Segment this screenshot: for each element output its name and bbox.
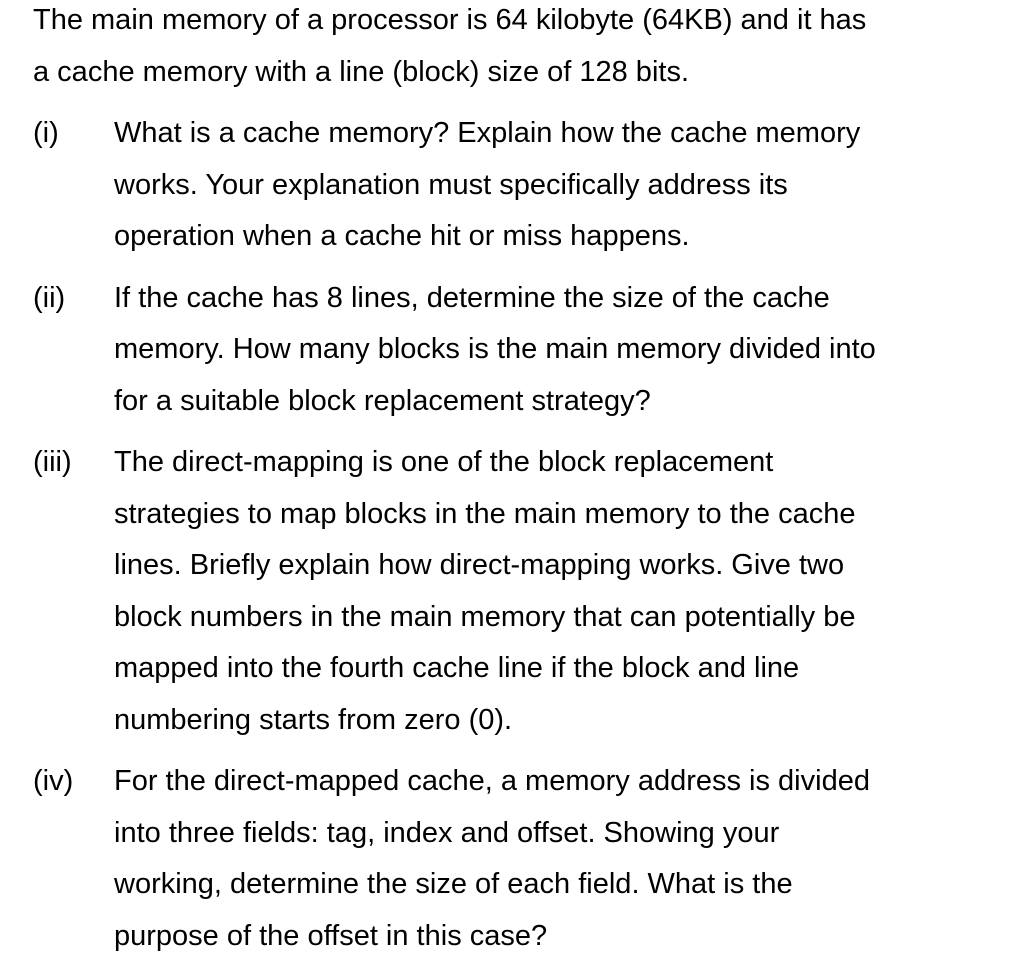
question-ii: [33, 273, 1018, 428]
question-intro: [33, 0, 1018, 98]
intro-line: a cache memory with a line (block) size of 128 bits.: [33, 55, 689, 88]
question-i: [33, 108, 1018, 263]
question-number: (iii): [33, 446, 72, 478]
question-line: purpose of the offset in this case?: [114, 919, 548, 952]
question-number: (i): [33, 117, 59, 149]
question-line: The direct-mapping is one of the block replacement: [114, 446, 774, 478]
question-line: strategies to map blocks in the main memory to the cache: [114, 497, 856, 530]
question-line: What is a cache memory? Explain how the cache memory: [114, 117, 861, 149]
question-line: numbering starts from zero (0).: [114, 703, 513, 736]
question-number: (iv): [33, 765, 74, 797]
question-line: working, determine the size of each field. What is the: [114, 868, 793, 900]
question-line: into three fields: tag, index and offset. Showing your: [114, 816, 780, 849]
question-line: block numbers in the main memory that can potentially be: [114, 600, 856, 633]
question-iv: [33, 756, 1018, 962]
question-line: for a suitable block replacement strategy?: [114, 384, 651, 417]
question-iii: [33, 437, 1018, 746]
intro-line: The main memory of a processor is 64 kilobyte (64KB) and it has: [33, 4, 867, 36]
question-line: lines. Briefly explain how direct-mapping works. Give two: [114, 549, 845, 581]
question-line: operation when a cache hit or miss happens.: [114, 220, 690, 252]
question-line: For the direct-mapped cache, a memory address is divided: [114, 765, 870, 797]
question-line: memory. How many blocks is the main memory divided into: [114, 333, 876, 365]
question-line: works. Your explanation must specifically address its: [114, 168, 788, 201]
question-line: mapped into the fourth cache line if the block and line: [114, 652, 800, 684]
question-line: If the cache has 8 lines, determine the size of the cache: [114, 281, 830, 314]
question-number: (ii): [33, 281, 66, 314]
question-document: [33, 0, 1018, 962]
